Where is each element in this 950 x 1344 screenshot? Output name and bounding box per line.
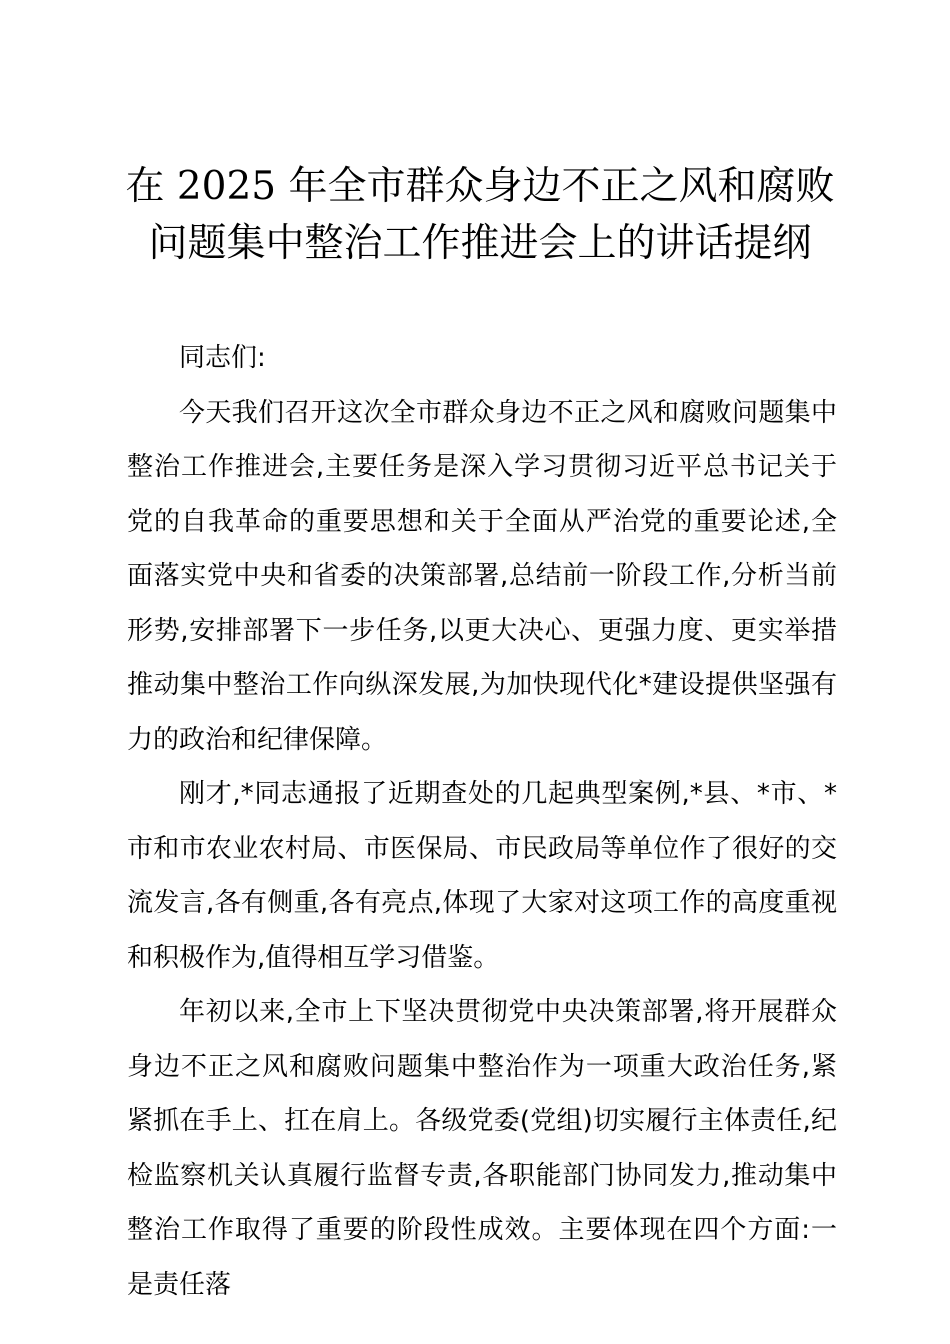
document-title: 在 2025 年全市群众身边不正之风和腐败问题集中整治工作推进会上的讲话提纲 [125,164,835,266]
salutation: 同志们: [179,343,266,373]
paragraph-2: 刚才,*同志通报了近期查处的几起典型案例,*县、*市、*市和市农业农村局、市医保局、市民政局等单位作了很好的交流发言,各有侧重,各有亮点,体现了大家对这项工作的高度重视和积极作为,值得相互学习借鉴。 [127,779,837,973]
paragraph-3: 年初以来,全市上下坚决贯彻党中央决策部署,将开展群众身边不正之风和腐败问题集中整治作为一项重大政治任务,紧紧抓在手上、扛在肩上。各级党委(党组)切实履行主体责任,纪检监察机关认真履行监督专责,各职能部门协同发力,推动集中整治工作取得了重要的阶段性成效。主要体现在四个方面:一是责任落 [127,997,837,1300]
document-body [127,331,837,1312]
paragraph-1: 今天我们召开这次全市群众身边不正之风和腐败问题集中整治工作推进会,主要任务是深入学习贯彻习近平总书记关于党的自我革命的重要思想和关于全面从严治党的重要论述,全面落实党中央和省委的决策部署,总结前一阶段工作,分析当前形势,安排部署下一步任务,以更大决心、更强力度、更实举措推动集中整治工作向纵深发展,为加快现代化*建设提供坚强有力的政治和纪律保障。 [127,397,837,755]
